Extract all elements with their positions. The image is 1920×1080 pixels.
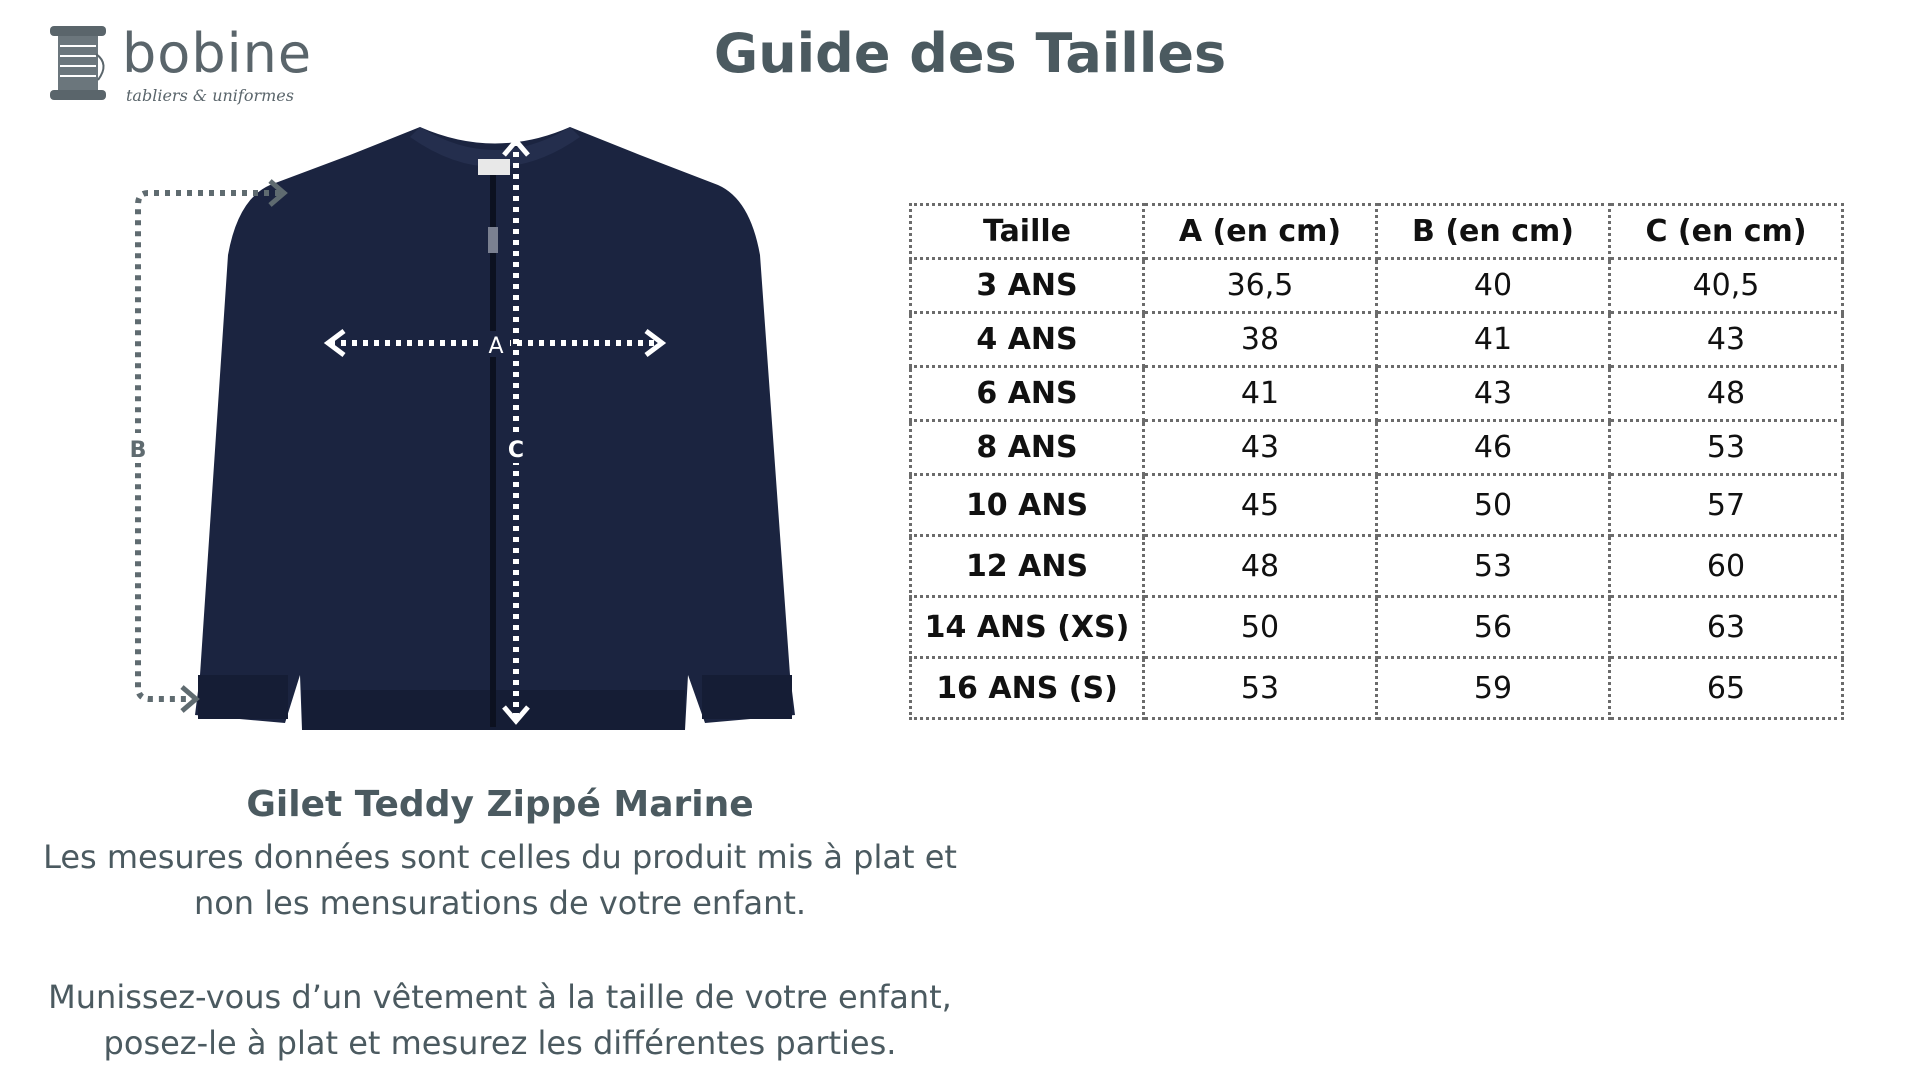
measurement-note-line-1: Les mesures données sont celles du produit mis à plat et (43, 838, 957, 876)
measurement-note-line-2: non les mensurations de votre enfant. (193, 884, 807, 922)
brand-logo (46, 16, 313, 106)
size-chart-table (909, 203, 1844, 720)
a-cell: 48 (1144, 536, 1377, 597)
c-cell: 40,5 (1610, 259, 1843, 313)
b-cell: 40 (1377, 259, 1610, 313)
a-cell: 50 (1144, 597, 1377, 658)
size-cell: 6 ANS (911, 367, 1144, 421)
b-cell: 53 (1377, 536, 1610, 597)
table-row (911, 536, 1843, 597)
table-row (911, 313, 1843, 367)
size-cell: 14 ANS (XS) (911, 597, 1144, 658)
table-row (911, 367, 1843, 421)
spool-of-thread-icon (46, 24, 112, 104)
measurement-instructions-line-2: posez-le à plat et mesurez les différentes parties. (103, 1024, 897, 1062)
jacket-illustration (120, 115, 800, 750)
table-row (911, 658, 1843, 719)
c-cell: 63 (1610, 597, 1843, 658)
a-cell: 45 (1144, 475, 1377, 536)
c-cell: 60 (1610, 536, 1843, 597)
b-cell: 43 (1377, 367, 1610, 421)
jacket-measurement-diagram (120, 115, 800, 750)
a-cell: 36,5 (1144, 259, 1377, 313)
a-cell: 41 (1144, 367, 1377, 421)
c-cell: 53 (1610, 421, 1843, 475)
label-c: C (507, 438, 525, 463)
c-cell: 65 (1610, 658, 1843, 719)
label-b: B (129, 438, 147, 463)
page-title: Guide des Tailles (713, 22, 1227, 85)
b-cell: 46 (1377, 421, 1610, 475)
size-cell: 12 ANS (911, 536, 1144, 597)
header-a: A (en cm) (1144, 205, 1377, 259)
table-row (911, 597, 1843, 658)
header-size: Taille (911, 205, 1144, 259)
a-cell: 53 (1144, 658, 1377, 719)
a-cell: 38 (1144, 313, 1377, 367)
header-c: C (en cm) (1610, 205, 1843, 259)
b-cell: 50 (1377, 475, 1610, 536)
measurement-note (10, 834, 990, 926)
left-cuff (198, 675, 288, 719)
b-cell: 41 (1377, 313, 1610, 367)
size-cell: 4 ANS (911, 313, 1144, 367)
b-cell: 56 (1377, 597, 1610, 658)
a-cell: 43 (1144, 421, 1377, 475)
c-cell: 43 (1610, 313, 1843, 367)
c-cell: 57 (1610, 475, 1843, 536)
neck-label (478, 159, 510, 175)
product-name: Gilet Teddy Zippé Marine (246, 784, 754, 825)
c-cell: 48 (1610, 367, 1843, 421)
brand-tagline: tabliers & uniformes (126, 86, 294, 105)
right-cuff (702, 675, 792, 719)
table-row (911, 421, 1843, 475)
size-cell: 8 ANS (911, 421, 1144, 475)
table-header-row (911, 205, 1843, 259)
table-row (911, 475, 1843, 536)
size-cell: 10 ANS (911, 475, 1144, 536)
size-cell: 16 ANS (S) (911, 658, 1144, 719)
size-cell: 3 ANS (911, 259, 1144, 313)
measurement-instructions-line-1: Munissez-vous d’un vêtement à la taille de votre enfant, (48, 978, 952, 1016)
b-cell: 59 (1377, 658, 1610, 719)
brand-name: bobine (122, 22, 313, 85)
zipper-pull (488, 227, 498, 253)
header-b: B (en cm) (1377, 205, 1610, 259)
label-a: A (488, 334, 504, 359)
measurement-instructions (10, 974, 990, 1066)
table-row (911, 259, 1843, 313)
